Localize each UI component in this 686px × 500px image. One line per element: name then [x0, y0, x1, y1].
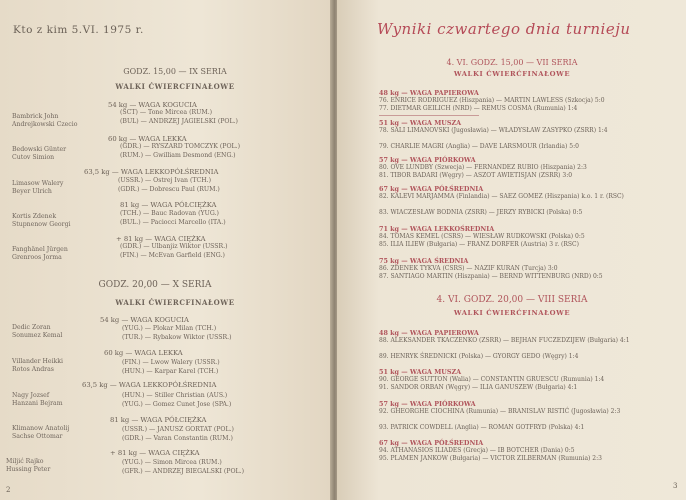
result-line: 76. ENRICE RODRIGUEZ (Hiszpania) — MARTIN LAWLESS (Szkocja) 5:0 [379, 97, 605, 104]
weight-class: 63,5 kg — WAGA LEKKOPÓŁŚREDNIA [84, 168, 219, 176]
fighter-name: Bedowski Günter [12, 146, 67, 153]
fighter-name: Klimanow Anatolij [12, 425, 70, 432]
weight-class: 48 kg — WAGA PAPIEROWA [379, 89, 479, 97]
result-line: 91. SANDOR ORBAN (Węgry) — ILIA GANUSZEW (Bułgaria) 4:1 [379, 384, 578, 391]
fighter-name: Beyer Ulrich [12, 188, 52, 195]
serie-title: GODZ. 20,00 — X SERIA [98, 280, 212, 290]
bout-line: (GDR.) — Dobrescu Paul (RUM.) [118, 186, 220, 193]
divider [379, 115, 479, 116]
weight-class: + 81 kg — WAGA CIĘŻKA [110, 449, 200, 457]
serie-title: 4. VI. GODZ. 20,00 — VIII SERIA [436, 295, 588, 305]
bout-line: (GDR.) — RYSZARD TOMCZYK (POL.) [120, 143, 241, 150]
walki-subtitle: WALKI ĆWIERCFINAŁOWE [115, 298, 235, 307]
weight-class: 67 kg — WAGA PÓŁŚREDNIA [379, 185, 484, 193]
bout-line: (TCH.) — Bauc Radovan (YUG.) [120, 210, 219, 217]
fighter-name: Limasow Walery [12, 180, 64, 187]
fighter-name: Andrejkowski Czecio [12, 121, 78, 128]
fighter-name: Sachse Ottomar [12, 433, 63, 440]
weight-class: 75 kg — WAGA ŚREDNIA [379, 257, 469, 265]
weight-class: 63,5 kg — WAGA LEKKOPÓŁŚREDNIA [82, 381, 217, 389]
weight-class: 57 kg — WAGA PIÓRKOWA [379, 400, 476, 408]
result-line: 87. SANTIAGO MARTIN (Hiszpania) — BERND WITTENBURG (NRD) 0:5 [379, 273, 603, 280]
weight-class: 51 kg — WAGA MUSZA [379, 119, 462, 127]
page-number: 3 [673, 482, 678, 490]
result-line: 88. ALEKSANDER TKACZENKO (ZSRR) — BEJHAN FUCZEDZIJEW (Bułgaria) 4:1 [379, 337, 630, 344]
walki-subtitle: WALKI ĆWIERCFINAŁOWE [115, 82, 235, 91]
serie-title: 4. VI. GODZ. 15,00 — VII SERIA [446, 58, 578, 67]
result-line: 90. GEORGE SUTTON (Walia) — CONSTANTIN GRUESCU (Rumunia) 1:4 [379, 376, 605, 383]
bout-line: (BUL) — ANDRZEJ JAGIELSKI (POL.) [120, 118, 238, 125]
bout-line: (USSR.) — JANUSZ GORTAT (POL.) [122, 426, 234, 433]
result-line: 82. KALEVI MARJAMMA (Finlandia) — SAEZ GOMEZ (Hiszpania) k.o. 1 r. (RSC) [379, 193, 624, 200]
fighter-name: Miljić Rajko [6, 458, 44, 465]
walki-subtitle: WALKI ĆWIERĆFINAŁOWE [453, 70, 571, 78]
bout-line: (HUN.) — Karpar Karel (TCH.) [122, 368, 219, 375]
page-title: Wyniki czwartego dnia turnieju [377, 20, 631, 38]
weight-class: 48 kg — WAGA PAPIEROWA [379, 329, 479, 337]
result-line: 89. HENRYK ŚREDNICKI (Polska) — GYORGY GEDO (Węgry) 1:4 [379, 353, 579, 360]
bout-line: (SCT) — Tone Mircea (RUM.) [120, 109, 213, 116]
left-page-header: Kto z kim 5.VI. 1975 r. [13, 24, 144, 36]
bout-line: (GDR.) — Ulbanjiz Wiktor (USSR.) [120, 243, 228, 250]
left-page [0, 0, 332, 500]
fighter-name: Stupnenow Georgi [12, 221, 71, 228]
weight-class: + 81 kg — WAGA CIĘŻKA [116, 235, 206, 243]
weight-class: 71 kg — WAGA LEKKOŚREDNIA [379, 225, 495, 233]
fighter-name: Villander Heikki [12, 358, 64, 365]
bout-line: (USSR.) — Ostrej Ivan (TCH.) [118, 177, 212, 184]
weight-class: 60 kg — WAGA LEKKA [108, 135, 187, 143]
bout-line: (HUN.) — Stiller Christian (AUS.) [122, 392, 228, 399]
weight-class: 81 kg — WAGA PÓŁCIĘŻKA [110, 416, 207, 424]
fighter-name: Bambrick John [12, 113, 59, 120]
fighter-name: Sonumez Kemal [12, 332, 63, 339]
result-line: 93. PATRICK COWDELL (Anglia) — ROMAN GOTFRYD (Polska) 4:1 [379, 424, 585, 431]
serie-title: GODZ. 15,00 — IX SERIA [123, 67, 227, 76]
result-line: 85. ILIA ILIEW (Bułgaria) — FRANZ DORFER (Austria) 3 r. (RSC) [379, 241, 579, 248]
bout-line: (RUM.) — Gwilliam Desmond (ENG.) [120, 152, 236, 159]
result-line: 78. SALI LIMANOVSKI (Jugosławia) — WŁADYSŁAW ZASYPKO (ZSRR) 1:4 [379, 127, 608, 134]
fighter-name: Dedic Zoran [12, 324, 51, 331]
fighter-name: Kortis Zdenek [12, 213, 57, 220]
fighter-name: Fanghänel Jürgen [12, 246, 68, 253]
fighter-name: Grenroos Jorma [12, 254, 62, 261]
result-line: 77. DIETMAR GEILICH (NRD) — REMUS COSMA (Rumunia) 1:4 [379, 105, 578, 112]
bout-line: (TUR.) — Rybakow Wiktor (USSR.) [122, 334, 232, 341]
weight-class: 81 kg — WAGA PÓŁCIĘŻKA [120, 201, 217, 209]
result-line: 86. ZDENEK TYKVA (CSRS) — NAZIF KURAN (Turcja) 3:0 [379, 265, 558, 272]
result-line: 79. CHARLIE MAGRI (Anglia) — DAVE LARSMOUR (Irlandia) 5:0 [379, 143, 579, 150]
fighter-name: Nagy Jozsef [12, 392, 50, 399]
bout-line: (YUG.) — Gomez Cunet Jose (SPA.) [122, 401, 232, 408]
fighter-name: Rotos Andras [12, 366, 54, 373]
fighter-name: Hanzani Bejram [12, 400, 63, 407]
weight-class: 67 kg — WAGA PÓŁŚREDNIA [379, 439, 484, 447]
result-line: 94. ATHANASIOS ILIADES (Grecja) — IB BOTCHER (Dania) 0:5 [379, 447, 575, 454]
fighter-name: Hussing Peter [6, 466, 51, 473]
bout-line: (FIN.) — McEvan Garfield (ENG.) [120, 252, 225, 259]
page-number: 2 [6, 486, 11, 494]
bout-line: (FIN.) — Lwow Walery (USSR.) [122, 359, 220, 366]
weight-class: 51 kg — WAGA MUSZA [379, 368, 462, 376]
weight-class: 54 kg — WAGA KOGUCIA [100, 316, 189, 324]
walki-subtitle: WALKI ĆWIERĆFINAŁOWE [453, 309, 571, 317]
bout-line: (GDR.) — Varan Constantin (RUM.) [122, 435, 233, 442]
weight-class: 54 kg — WAGA KOGUCIA [108, 101, 197, 109]
result-line: 84. TOMAS KEMEL (CSRS) — WIESŁAW RUDKOWSKI (Polska) 0:5 [379, 233, 585, 240]
result-line: 81. TIBOR BADARI (Węgry) — ASZOT AWIETISJAN (ZSRR) 3:0 [379, 172, 573, 179]
bout-line: (YUG.) — Plokar Milan (TCH.) [122, 325, 217, 332]
fighter-name: Cutov Simion [12, 154, 55, 161]
weight-class: 60 kg — WAGA LEKKA [104, 349, 183, 357]
bout-line: (BUL.) — Paciocci Marcello (ITA.) [120, 219, 226, 226]
result-line: 95. PLAMEN JANKOW (Bułgaria) — VICTOR ZILBERMAN (Rumunia) 2:3 [379, 455, 602, 462]
bout-line: (GFR.) — ANDRZEJ BIEGALSKI (POL.) [122, 468, 245, 475]
right-page [337, 0, 686, 500]
result-line: 92. GHEORGHE CIOCHINA (Rumunia) — BRANISLAV RISTIĆ (Jugosławia) 2:3 [379, 408, 621, 415]
bout-line: (YUG.) — Simon Mircea (RUM.) [122, 459, 222, 466]
result-line: 80. OVE LUNDBY (Szwecja) — FERNANDEZ RUBIO (Hiszpania) 2:3 [379, 164, 587, 171]
weight-class: 57 kg — WAGA PIÓRKOWA [379, 156, 476, 164]
result-line: 83. WIACZESŁAW BODNIA (ZSRR) — JERZY RYBICKI (Polska) 0:5 [379, 209, 583, 216]
